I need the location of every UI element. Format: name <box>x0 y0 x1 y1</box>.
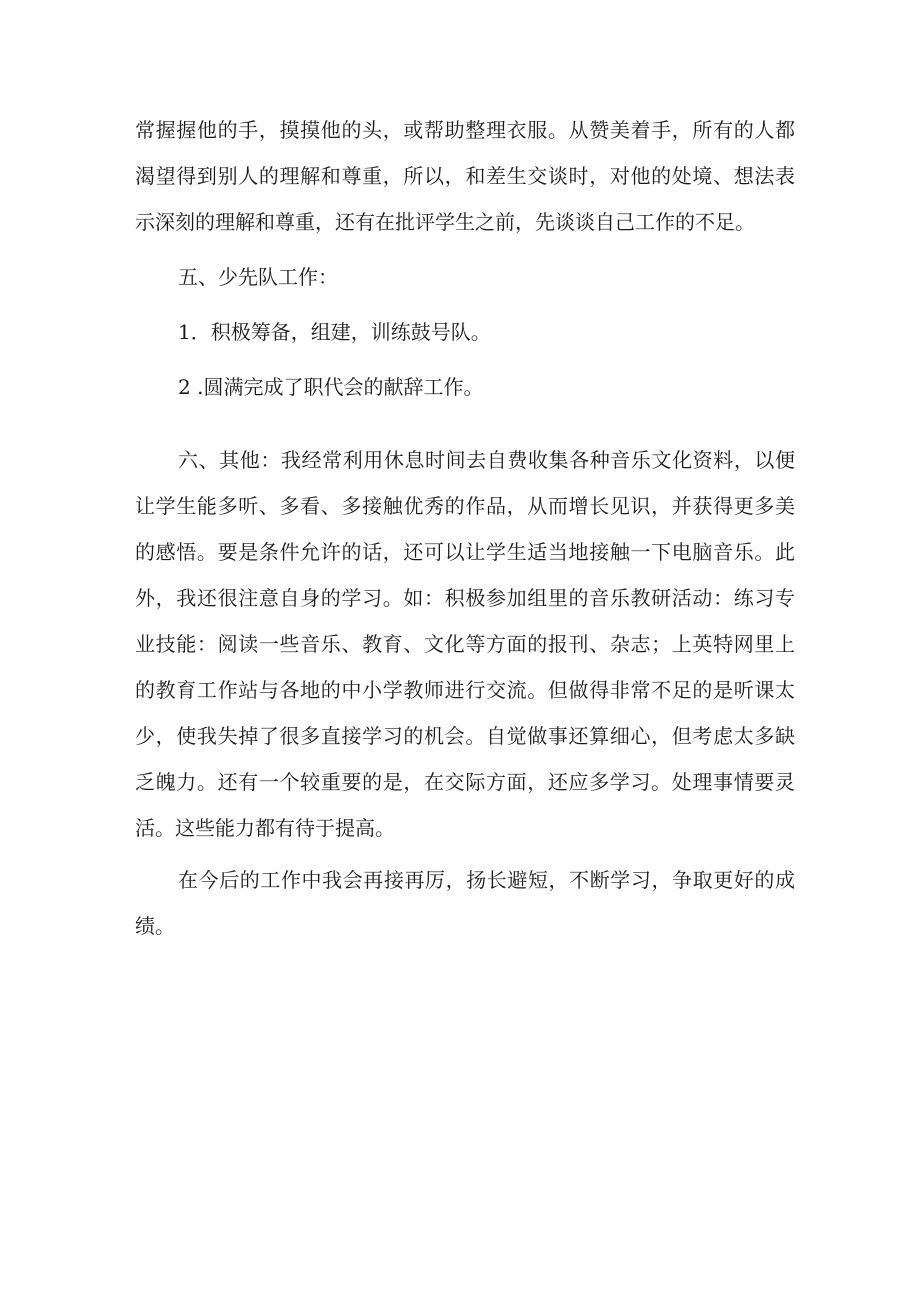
list-item: 2 .圆满完成了职代会的献辞工作。 <box>178 375 484 399</box>
text-line: 乏魄力。还有一个较重要的是，在交际方面，还应多学习。处理事情要灵 <box>135 770 795 794</box>
text-line: 示深刻的理解和尊重，还有在批评学生之前，先谈谈自己工作的不足。 <box>135 210 755 234</box>
text-line: 业技能：阅读一些音乐、教育、文化等方面的报刊、杂志；上英特网里上 <box>135 632 795 656</box>
text-line: 的感悟。要是条件允许的话，还可以让学生适当地接触一下电脑音乐。此 <box>135 540 795 564</box>
text-line: 外，我还很注意自身的学习。如：积极参加组里的音乐教研活动：练习专 <box>135 586 795 610</box>
text-line: 让学生能多听、多看、多接触优秀的作品，从而增长见识，并获得更多美 <box>135 494 795 518</box>
text-line: 绩。 <box>135 914 175 938</box>
list-item: 1．积极筹备，组建，训练鼓号队。 <box>178 320 491 344</box>
section-heading-six: 六、其他：我经常利用休息时间去自费收集各种音乐文化资料，以便 <box>178 448 795 472</box>
text-line: 常握握他的手，摸摸他的头，或帮助整理衣服。从赞美着手，所有的人都 <box>135 118 795 142</box>
section-heading-five: 五、少先队工作： <box>178 265 338 289</box>
text-line: 渴望得到别人的理解和尊重，所以，和差生交谈时，对他的处境、想法表 <box>135 164 795 188</box>
text-line: 的教育工作站与各地的中小学教师进行交流。但做得非常不足的是听课太 <box>135 678 795 702</box>
text-line: 活。这些能力都有待于提高。 <box>135 816 395 840</box>
text-line: 少，使我失掉了很多直接学习的机会。自觉做事还算细心，但考虑太多缺 <box>135 724 795 748</box>
closing-paragraph: 在今后的工作中我会再接再厉，扬长避短，不断学习，争取更好的成 <box>178 868 795 892</box>
